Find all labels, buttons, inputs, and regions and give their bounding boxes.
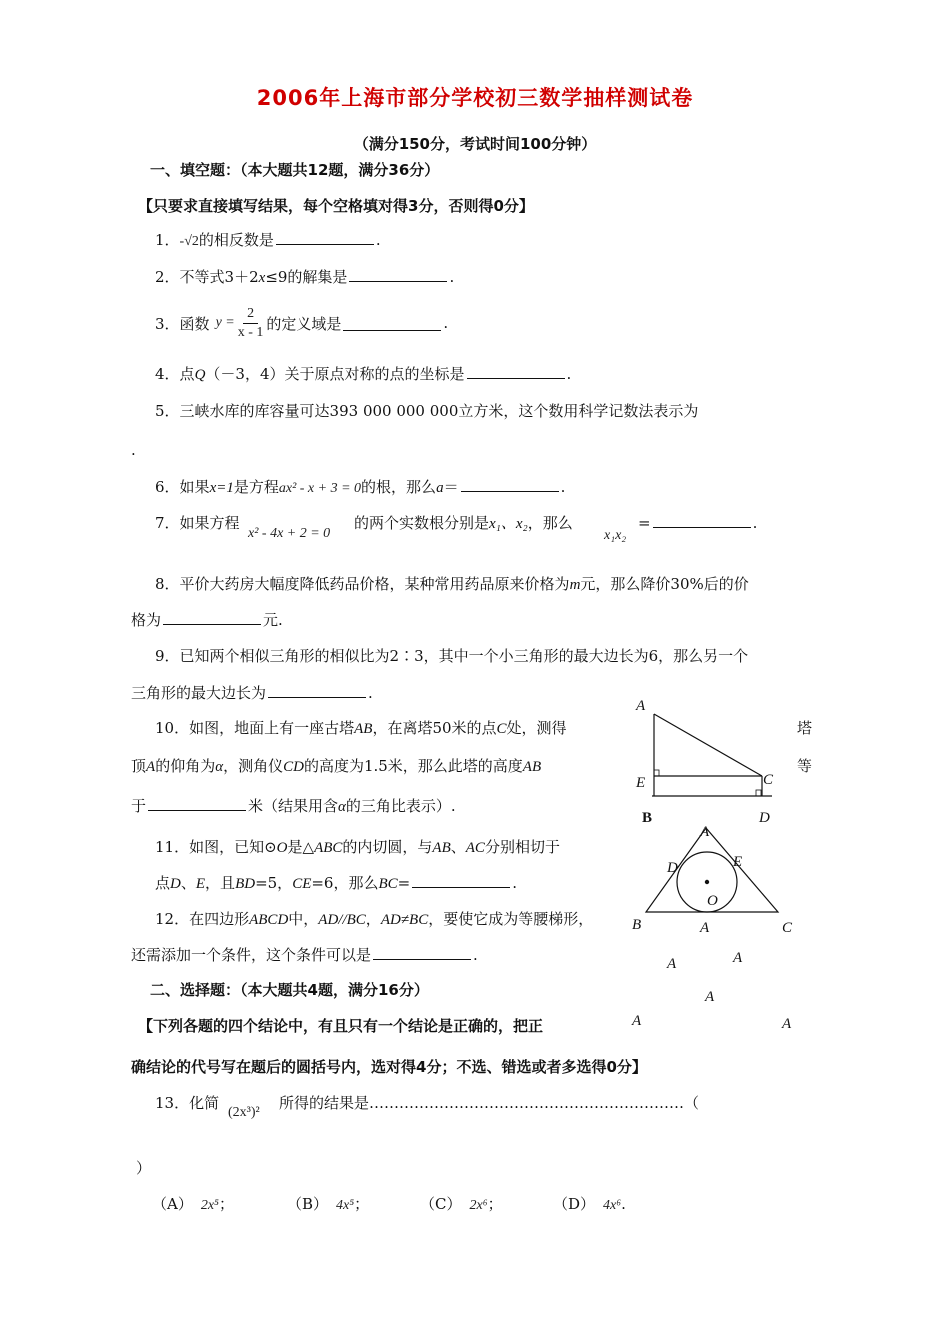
question-text: 已知两个相似三角形的相似比为2∶3，其中一个小三角形的最大边长为6，那么另一个 [179,647,749,665]
question-11-line2 [155,872,517,893]
option-value: 2x⁶ [469,1198,488,1213]
section2-heading: 二、选择题：（本大题共4题，满分16分） [150,981,429,999]
section1-heading: 一、填空题：（本大题共12题，满分36分） [150,161,440,179]
quadrilateral-label: ABCD [249,912,289,928]
question-7 [155,512,240,533]
question-6 [155,476,565,497]
question-text: 如果 [179,478,210,496]
answer-blank[interactable] [148,795,246,811]
question-number: 9． [155,647,180,665]
question-text: ，要使它成为等腰梯形， [428,910,594,928]
answer-blank[interactable] [349,266,447,282]
label-e: E [733,854,743,870]
point-label: D [170,876,181,892]
question-text: ，且 [205,874,236,892]
question-5-end: . [131,441,136,459]
sight-line-ac [654,714,762,776]
condition: AD≠BC [380,912,429,928]
label-d: D [759,810,770,826]
triangle-label: ABC [314,840,343,856]
question-text: 的两个实数根分别是 [354,514,490,532]
question-text: 在四边形 [189,910,250,928]
question-text: 元. [263,611,283,629]
option-label: （A） [152,1195,193,1213]
label-b: B [642,810,653,826]
variable: x [258,270,266,286]
question-text: 处，测得 [506,719,567,737]
question-10-line2 [131,755,541,776]
question-text: 点 [179,365,195,383]
question-number: 10． [155,719,190,737]
label-c: C [782,920,793,936]
point-label: E [195,876,206,892]
math-expression: (2x³)² [228,1105,260,1120]
question-text: 的高度为1.5米，那么此塔的高度 [303,757,523,775]
option-c[interactable] [420,1193,503,1214]
question-text: 分别相切于 [484,838,560,856]
roots: x₁、x₂ [489,516,528,532]
question-text: ， [365,910,381,928]
stray-label: A [733,950,743,966]
condition: x=1 [209,480,234,496]
punctuation: . [368,684,373,702]
question-text: =5， [255,874,293,892]
punctuation: . [621,1195,626,1213]
punctuation: . [752,514,758,532]
question-text: 的内切圆，与 [342,838,433,856]
variable: m [569,577,581,593]
question-number: 8． [155,575,180,593]
question-text: 函数 [179,314,210,333]
point-label: C [496,721,507,737]
question-text: =6，那么 [311,874,379,892]
equation: x² - 4x + 2 = 0 [248,526,331,541]
condition: AD//BC [318,912,366,928]
question-3 [155,303,448,343]
angle-symbol: α [215,759,224,775]
option-value: 2x⁵ [200,1198,219,1213]
punctuation: . [473,946,478,964]
segment-label: BD [235,876,256,892]
section2-instruction-line1: 【下列各题的四个结论中，有且只有一个结论是正确的，把正 [138,1017,544,1035]
question-text: 还需添加一个条件，这个条件可以是 [131,946,372,964]
question-number: 6． [155,478,180,496]
question-text: 顶 [131,757,147,775]
question-number: 11． [155,838,190,856]
page-title: 2006年上海市部分学校初三数学抽样测试卷 [256,86,694,110]
segment-label: BC [378,876,398,892]
denominator: x - 1 [237,324,264,340]
question-9-line2 [131,682,373,703]
question-2 [155,266,454,287]
segment-label: CE [292,876,312,892]
stray-label: A [632,1013,642,1029]
option-value: 4x⁶ [603,1198,622,1213]
question-text: 、 [450,838,466,856]
label-a: A [700,824,710,840]
question-text: 格为 [131,611,162,629]
punctuation: . [375,231,381,249]
question-text: 的根，那么 [361,478,437,496]
question-10-tail2: 等 [797,757,813,775]
answer-blank[interactable] [467,363,565,379]
question-text: 于 [131,797,147,815]
question-13-close: ） [136,1159,152,1177]
question-4 [155,363,571,384]
label-d: D [667,860,678,876]
incircle-diagram [630,820,800,930]
question-text: 化简 [189,1094,220,1112]
punctuation: . [449,268,455,286]
right-angle-mark [654,770,659,776]
point-label: A [146,759,156,775]
question-number: 4． [155,365,180,383]
option-label: （C） [420,1195,462,1213]
question-text: 如果方程 [179,514,240,532]
question-text: = [397,874,411,892]
punctuation: . [512,874,518,892]
option-label: （D） [553,1195,596,1213]
question-text: ，测角仪 [223,757,284,775]
product-expression: x₁x₂ [604,528,627,543]
punctuation: . [566,365,572,383]
question-text: ，那么 [527,514,573,532]
numerator: 2 [243,305,258,324]
equation: ax² - x + 3 = 0 [278,481,362,496]
question-text: 是△ [287,838,315,856]
question-number: 5． [155,402,180,420]
option-label: （B） [287,1195,329,1213]
question-text: 三峡水库的库容量可达393 000 000 000立方米，这个数用科学记数法表示为 [179,402,699,420]
stray-label: A [782,1016,792,1032]
question-7-rest [354,512,573,533]
punctuation: ； [354,1195,370,1213]
question-11 [155,836,560,857]
question-text: = [638,514,651,532]
question-10 [155,717,567,738]
stray-label: A [705,989,715,1005]
segment-label: AC [465,840,485,856]
question-text: 三角形的最大边长为 [131,684,267,702]
center-point [705,880,709,884]
question-text: 的相反数是 [198,231,274,249]
function-lhs: y = [215,315,235,330]
option-b[interactable] [287,1193,369,1214]
label-c: C [763,772,774,788]
answer-blank[interactable] [163,609,261,625]
answer-blank[interactable] [343,315,441,331]
question-number: 2． [155,268,180,286]
label-a: A [636,698,646,714]
right-angle-mark [756,790,761,796]
math-expression: -√2 [179,234,199,249]
question-13 [155,1092,219,1113]
punctuation: . [443,314,449,332]
question-13-rest: 所得的结果是………………………………………………………（ [279,1094,700,1112]
question-text: 米（结果用含 [248,797,339,815]
section1-instruction: 【只要求直接填写结果，每个空格填对得3分，否则得0分】 [138,197,534,215]
question-5 [155,400,698,421]
question-text: 平价大药房大幅度降低药品价格，某种常用药品原来价格为 [179,575,570,593]
question-text: ＝ [443,478,459,496]
question-number: 7． [155,514,180,532]
label-o: O [707,893,718,909]
stray-label: A [700,920,710,936]
answer-blank[interactable] [412,872,510,888]
question-1 [155,229,381,250]
option-d[interactable] [553,1193,626,1214]
punctuation: ； [218,1195,234,1213]
question-text: 的定义域是 [266,314,342,333]
question-text: ，在离塔50米的点 [372,719,497,737]
question-text: 点 [155,874,171,892]
segment-label: AB [432,840,451,856]
label-e: E [636,775,646,791]
question-text: 、 [180,874,196,892]
answer-blank[interactable] [268,682,366,698]
question-text: 如图，地面上有一座古塔 [189,719,355,737]
segment-label: CD [283,759,304,775]
fraction [238,305,264,342]
question-text: ≤9的解集是 [265,268,348,286]
stray-label: A [667,956,677,972]
question-number: 12． [155,910,190,928]
option-value: 4x⁵ [336,1198,355,1213]
answer-blank[interactable] [461,476,559,492]
question-text: 是方程 [233,478,279,496]
question-text: 元，那么降价30%后的价 [580,575,749,593]
answer-blank[interactable] [653,512,751,528]
question-7-blank [638,512,757,532]
section2-instruction-line2: 确结论的代号写在题后的圆括号内，选对得4分；不选、错选或者多选得0分】 [131,1058,647,1076]
question-text: 的仰角为 [155,757,216,775]
variable: Q [194,367,206,383]
segment-label: AB [354,721,373,737]
question-12-line2 [131,944,478,965]
question-text: 中， [288,910,319,928]
point-label: O [276,840,288,856]
question-8 [155,573,749,594]
punctuation: . [560,478,566,496]
question-text: （－3，4）关于原点对称的点的坐标是 [205,365,465,383]
question-12 [155,908,593,929]
question-8-line2 [131,609,283,630]
segment-label: AB [522,759,542,775]
question-text: 的三角比表示）. [345,797,456,815]
question-9 [155,645,748,666]
answer-blank[interactable] [276,229,374,245]
label-b: B [632,917,642,933]
question-number: 3． [155,314,180,333]
question-number: 13． [155,1094,190,1112]
angle-symbol: α [338,799,346,815]
exam-info: （满分150分，考试时间100分钟） [353,135,597,153]
question-10-tail: 塔 [797,719,813,737]
question-10-line3 [131,795,456,816]
question-number: 1． [155,231,180,249]
punctuation: ； [487,1195,503,1213]
option-a[interactable] [152,1193,234,1214]
answer-blank[interactable] [373,944,471,960]
question-text: 不等式3＋2 [179,268,259,286]
question-text: 如图，已知⊙ [189,838,277,856]
variable: a [436,480,444,496]
